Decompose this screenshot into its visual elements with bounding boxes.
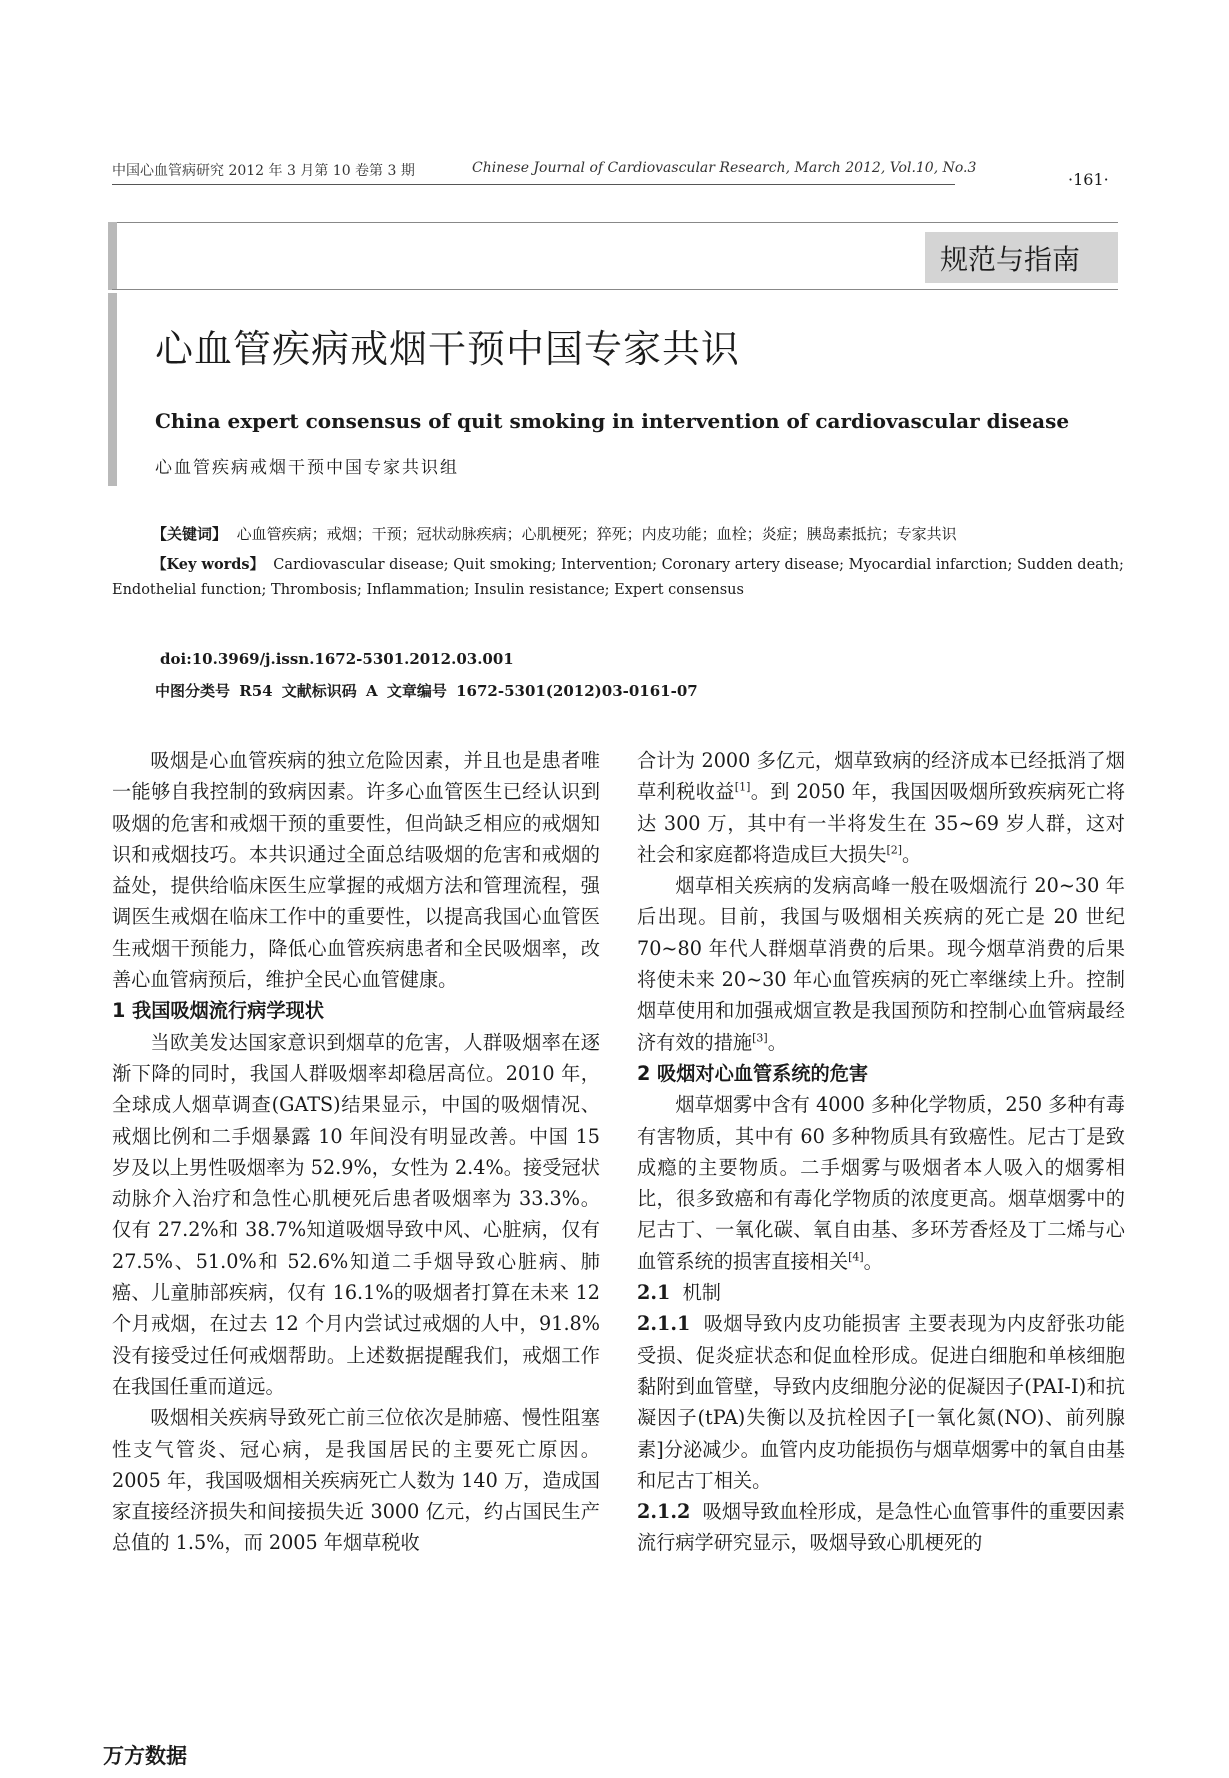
title-block-divider <box>112 289 1118 290</box>
subsection-2-1-1: 2.1.1 吸烟导致内皮功能损害 主要表现为内皮舒张功能受损、促炎症状态和促血栓形成。促进白细胞和单核细胞黏附到血管壁，导致内皮细胞分泌的促凝因子(PAI-Ⅰ)和抗凝因子(tPA)失衡以及抗栓因子[一氧化氮(NO)、前列腺素]分泌减少。血管内皮功能损伤与烟草烟雾中的氧自由基和尼古丁相关。 <box>637 1312 1125 1492</box>
title-block-side-bar <box>108 222 117 290</box>
subsection-heading-2-1: 2.1 机制 <box>637 1281 721 1305</box>
subsection-2-1-2: 2.1.2 吸烟导致血栓形成，是急性心血管事件的重要因素 流行病学研究显示，吸烟导致心肌梗死的 <box>637 1500 1126 1555</box>
keywords-cn-label: 【关键词】 <box>152 525 228 543</box>
title-side-bar <box>108 293 117 486</box>
header-divider <box>112 184 955 185</box>
journal-header-en: Chinese Journal of Cardiovascular Research, March 2012, Vol.10, No.3 <box>472 160 977 176</box>
left-column <box>112 745 600 1559</box>
footer-watermark: 万方数据 <box>103 1744 187 1768</box>
citation-ref[interactable]: [1] <box>734 780 751 794</box>
citation-ref[interactable]: [2] <box>886 843 903 857</box>
article-title-en: China expert consensus of quit smoking in intervention of cardiovascular disease <box>155 409 1070 433</box>
paragraph: 烟草相关疾病的发病高峰一般在吸烟流行 20~30 年后出现。目前，我国与吸烟相关疾病的死亡是 20 世纪 70~80 年代人群烟草消费的后果。现今烟草消费的后果将使未来 20~30 年心血管疾病的死亡率继续上升。控制烟草使用和加强戒烟宣教是我国预防和控制心血管病最经济有效的措施[3]。 <box>637 874 1125 1054</box>
keywords-en-text-line2: Endothelial function; Thrombosis; Inflammation; Insulin resistance; Expert consensus <box>112 582 744 598</box>
doi: doi:10.3969/j.issn.1672-5301.2012.03.001 <box>160 650 514 668</box>
citation-ref[interactable]: [4] <box>848 1250 864 1264</box>
paragraph: 烟草烟雾中含有 4000 多种化学物质，250 多种有毒有害物质，其中有 60 多种物质具有致癌性。尼古丁是致成瘾的主要物质。二手烟雾与吸烟者本人吸入的烟雾相比，很多致癌和有毒化学物质的浓度更高。烟草烟雾中的尼古丁、一氧化碳、氧自由基、多环芳香烃及丁二烯与心血管系统的损害直接相关[4]。 <box>637 1093 1125 1273</box>
paragraph: 合计为 2000 多亿元，烟草致病的经济成本已经抵消了烟草利税收益[1]。到 2050 年，我国因吸烟所致疾病死亡将达 300 万，其中有一半将发生在 35~69 岁人群，这对社会和家庭都将造成巨大损失[2]。 <box>637 749 1126 866</box>
keywords-cn <box>152 523 957 544</box>
right-column <box>637 745 1125 1559</box>
page-number: ·161· <box>1068 170 1109 189</box>
article-title-cn: 心血管疾病戒烟干预中国专家共识 <box>155 327 741 371</box>
keywords-en-label: 【Key words】 <box>152 556 265 573</box>
section-heading-2: 2 吸烟对心血管系统的危害 <box>637 1061 869 1085</box>
paragraph: 吸烟相关疾病导致死亡前三位依次是肺癌、慢性阻塞性支气管炎、冠心病，是我国居民的主要死亡原因。2005 年，我国吸烟相关疾病死亡人数为 140 万，造成国家直接经济损失和间接损失近 3000 亿元，约占国民生产总值的 1.5%，而 2005 年烟草税收 <box>112 1406 600 1555</box>
paragraph: 吸烟是心血管疾病的独立危险因素，并且也是患者唯一能够自我控制的致病因素。许多心血管医生已经认识到吸烟的危害和戒烟干预的重要性，但尚缺乏相应的戒烟知识和戒烟技巧。本共识通过全面总结吸烟的危害和戒烟的益处，提供给临床医生应掌握的戒烟方法和管理流程，强调医生戒烟在临床工作中的重要性，以提高我国心血管医生戒烟干预能力，降低心血管疾病患者和全民吸烟率，改善心血管病预后，维护全民心血管健康。 <box>112 749 600 992</box>
journal-header-cn: 中国心血管病研究 2012 年 3 月第 10 卷第 3 期 <box>112 163 415 179</box>
keywords-en-text-line1: Cardiovascular disease; Quit smoking; Intervention; Coronary artery disease; Myocardial infarction; Sudden death; <box>273 557 1124 573</box>
title-block-top-rule <box>112 222 1118 223</box>
classification-line: 中图分类号 R54 文献标识码 A 文章编号 1672-5301(2012)03-0161-07 <box>155 682 698 700</box>
keywords-cn-text: 心血管疾病；戒烟；干预；冠状动脉疾病；心肌梗死；猝死；内皮功能；血栓；炎症；胰岛素抵抗；专家共识 <box>236 525 957 543</box>
citation-ref[interactable]: [3] <box>752 1031 768 1045</box>
keywords-en <box>152 553 1124 574</box>
author-group: 心血管疾病戒烟干预中国专家共识组 <box>155 458 459 478</box>
paragraph: 当欧美发达国家意识到烟草的危害，人群吸烟率在逐渐下降的同时，我国人群吸烟率却稳居高位。2010 年，全球成人烟草调查(GATS)结果显示，中国的吸烟情况、戒烟比例和二手烟暴露 10 年间没有明显改善。中国 15 岁及以上男性吸烟率为 52.9%，女性为 2.4%。接受冠状动脉介入治疗和急性心肌梗死后患者吸烟率为 33.3%。仅有 27.2%和 38.7%知道吸烟导致中风、心脏病，仅有 27.5%、51.0%和 52.6%知道二手烟导致心脏病、肺癌、儿童肺部疾病，仅有 16.1%的吸烟者打算在未来 12 个月戒烟，在过去 12 个月内尝试过戒烟的人中，91.8%没有接受过任何戒烟帮助。上述数据提醒我们，戒烟工作在我国任重而道远。 <box>112 1030 600 1398</box>
section-label: 规范与指南 <box>940 243 1081 276</box>
section-heading-1: 1 我国吸烟流行病学现状 <box>112 999 324 1023</box>
